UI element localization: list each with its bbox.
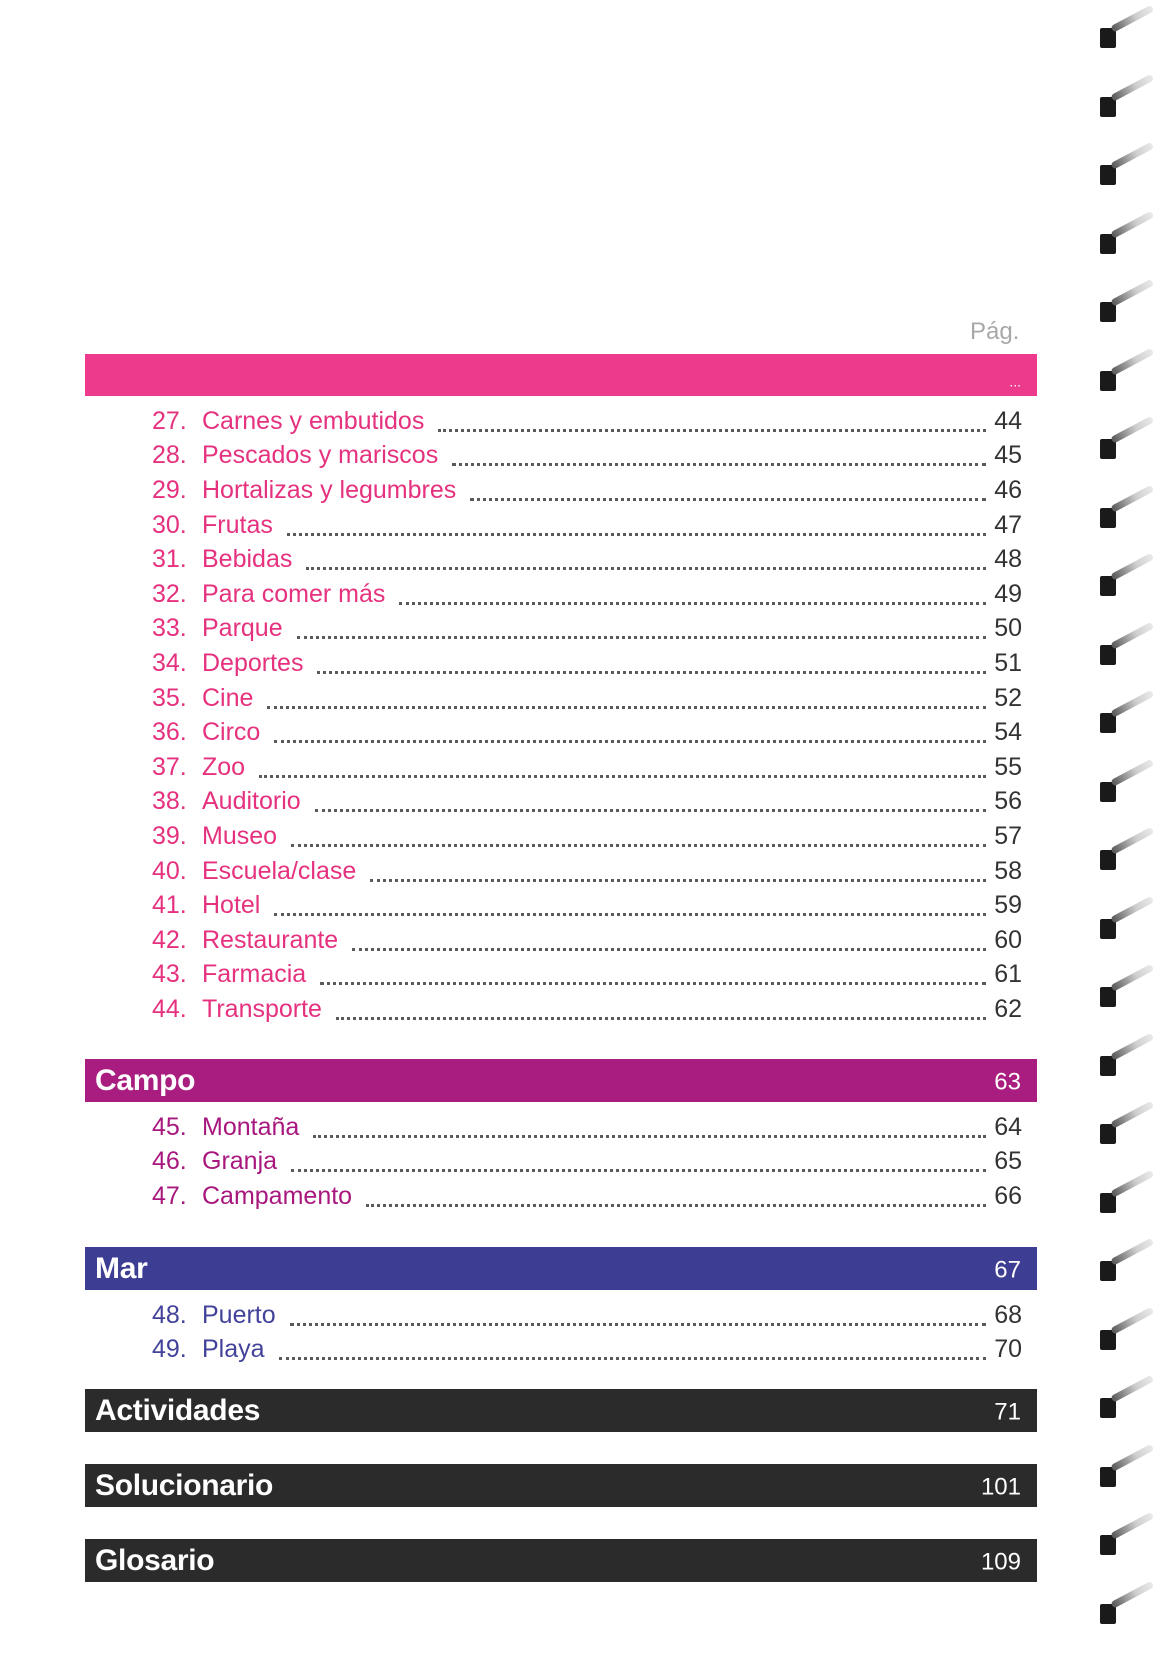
entry-number: 36.: [152, 718, 187, 747]
coil-wire: [1110, 621, 1154, 649]
entry-title: Parque: [202, 614, 283, 643]
dot-leader: [259, 775, 986, 778]
toc-entry: [152, 750, 1022, 785]
entry-number: 40.: [152, 856, 187, 885]
toc-entry: [152, 542, 1022, 577]
toc-entry: [152, 646, 1022, 681]
coil-wire: [1110, 553, 1154, 581]
entry-title: Bebidas: [202, 545, 293, 574]
spiral-coil: [1100, 1114, 1160, 1150]
dot-leader: [452, 463, 986, 466]
entry-page: 54: [994, 718, 1022, 747]
entry-page: 48: [994, 545, 1022, 574]
coil-wire: [1110, 279, 1154, 307]
entry-page: 44: [994, 406, 1022, 435]
entry-title: Transporte: [202, 994, 322, 1023]
dot-leader: [306, 567, 986, 570]
coil-wire: [1110, 484, 1154, 512]
section-bar-glosario: [85, 1539, 1037, 1582]
spiral-coil: [1100, 977, 1160, 1013]
coil-wire: [1110, 758, 1154, 786]
toc-entry: [152, 508, 1022, 543]
toc-entry: [152, 819, 1022, 854]
entry-title: Farmacia: [202, 960, 307, 989]
entry-number: 43.: [152, 960, 187, 989]
spiral-coil: [1100, 498, 1160, 534]
spiral-coil: [1100, 772, 1160, 808]
coil-wire: [1110, 690, 1154, 718]
spiral-coil: [1100, 1320, 1160, 1356]
entry-page: 55: [994, 752, 1022, 781]
entry-page: 57: [994, 821, 1022, 850]
toc-entry: [152, 404, 1022, 439]
coil-wire: [1110, 347, 1154, 375]
entry-number: 49.: [152, 1335, 187, 1364]
entry-title: Montaña: [202, 1112, 300, 1141]
dot-leader: [297, 636, 986, 639]
coil-wire: [1110, 1032, 1154, 1060]
entry-title: Auditorio: [202, 787, 301, 816]
entry-number: 35.: [152, 683, 187, 712]
section-bar-campo: [85, 1059, 1037, 1102]
dot-leader: [399, 602, 986, 605]
entry-number: 41.: [152, 891, 187, 920]
coil-wire: [1110, 1101, 1154, 1129]
entries-campo: [152, 1110, 1022, 1214]
entry-title: Museo: [202, 821, 278, 850]
section-page-glosario: 109: [980, 1547, 1021, 1575]
section-title-actividades: Actividades: [95, 1393, 261, 1427]
dot-leader: [274, 740, 986, 743]
spiral-coil: [1100, 635, 1160, 671]
toc-entry: [152, 577, 1022, 612]
toc-entry: [152, 854, 1022, 889]
entry-page: 58: [994, 856, 1022, 885]
entry-number: 29.: [152, 475, 187, 504]
toc-entry: [152, 715, 1022, 750]
entry-page: 47: [994, 510, 1022, 539]
section-title-mar: Mar: [95, 1251, 148, 1285]
entry-page: 65: [994, 1147, 1022, 1176]
entry-title: Cine: [202, 683, 254, 712]
section-bar-actividades: [85, 1389, 1037, 1432]
dot-leader: [320, 982, 986, 985]
entry-title: Granja: [202, 1147, 278, 1176]
section-page-actividades: 71: [994, 1397, 1021, 1425]
toc-entry: [152, 888, 1022, 923]
entry-title: Restaurante: [202, 925, 339, 954]
spiral-coil: [1100, 909, 1160, 945]
coil-wire: [1110, 895, 1154, 923]
entry-page: 62: [994, 994, 1022, 1023]
entry-title: Zoo: [202, 752, 246, 781]
coil-wire: [1110, 827, 1154, 855]
entry-title: Escuela/clase: [202, 856, 357, 885]
entry-title: Hotel: [202, 891, 261, 920]
entries-city: [152, 404, 1022, 1027]
dot-leader: [366, 1204, 986, 1207]
entry-number: 46.: [152, 1147, 187, 1176]
spiral-coil: [1100, 703, 1160, 739]
dot-leader: [438, 429, 986, 432]
entry-title: Deportes: [202, 648, 304, 677]
section-page-solucionario: 101: [980, 1472, 1021, 1500]
coil-wire: [1110, 1306, 1154, 1334]
coil-wire: [1110, 1580, 1154, 1608]
entry-page: 66: [994, 1181, 1022, 1210]
entry-number: 34.: [152, 648, 187, 677]
section-title-solucionario: Solucionario: [95, 1468, 274, 1502]
dot-leader: [267, 706, 986, 709]
toc-entry: [152, 923, 1022, 958]
section-bar-solucionario: [85, 1464, 1037, 1507]
spiral-binding: [1100, 0, 1160, 1655]
dot-leader: [470, 498, 986, 501]
section-page-campo: 63: [994, 1067, 1021, 1095]
toc-entry: [152, 1179, 1022, 1214]
page-column-label: Pág.: [970, 318, 1020, 345]
spiral-coil: [1100, 155, 1160, 191]
coil-wire: [1110, 416, 1154, 444]
entry-title: Para comer más: [202, 579, 386, 608]
entry-number: 47.: [152, 1181, 187, 1210]
toc-entry: [152, 958, 1022, 993]
dot-leader: [317, 671, 986, 674]
entry-number: 37.: [152, 752, 187, 781]
spiral-coil: [1100, 1457, 1160, 1493]
toc-entry: [152, 1145, 1022, 1180]
entry-page: 49: [994, 579, 1022, 608]
entry-number: 28.: [152, 441, 187, 470]
entry-page: 68: [994, 1300, 1022, 1329]
entry-number: 44.: [152, 994, 187, 1023]
entry-page: 51: [994, 648, 1022, 677]
dot-leader: [291, 1169, 986, 1172]
dot-leader: [370, 879, 986, 882]
spiral-coil: [1100, 429, 1160, 465]
coil-wire: [1110, 73, 1154, 101]
entry-title: Pescados y mariscos: [202, 441, 439, 470]
section-bar-mar: [85, 1247, 1037, 1290]
spiral-coil: [1100, 840, 1160, 876]
spiral-coil: [1100, 87, 1160, 123]
coil-wire: [1110, 964, 1154, 992]
spiral-coil: [1100, 18, 1160, 54]
spiral-coil: [1100, 1594, 1160, 1630]
spiral-coil: [1100, 1251, 1160, 1287]
entry-number: 45.: [152, 1112, 187, 1141]
entry-title: Frutas: [202, 510, 273, 539]
entry-number: 38.: [152, 787, 187, 816]
entry-page: 46: [994, 475, 1022, 504]
toc-entry: [152, 1298, 1022, 1333]
entry-page: 59: [994, 891, 1022, 920]
section-title-glosario: Glosario: [95, 1543, 215, 1577]
dot-leader: [290, 1323, 986, 1326]
spiral-coil: [1100, 1525, 1160, 1561]
entries-mar: [152, 1298, 1022, 1367]
dot-leader: [352, 948, 986, 951]
toc-entry: [152, 681, 1022, 716]
entry-page: 60: [994, 925, 1022, 954]
entry-title: Playa: [202, 1335, 265, 1364]
dot-leader: [315, 809, 986, 812]
spiral-coil: [1100, 566, 1160, 602]
dot-leader: [274, 913, 986, 916]
entry-page: 64: [994, 1112, 1022, 1141]
section-page-mar: 67: [994, 1255, 1021, 1283]
toc-entry: [152, 473, 1022, 508]
entry-title: Carnes y embutidos: [202, 406, 425, 435]
dot-leader: [287, 533, 986, 536]
toc-entry: [152, 439, 1022, 474]
section-title-campo: Campo: [95, 1063, 196, 1097]
coil-wire: [1110, 142, 1154, 170]
toc-entry: [152, 612, 1022, 647]
entry-page: 70: [994, 1335, 1022, 1364]
entry-page: 56: [994, 787, 1022, 816]
entry-title: Hortalizas y legumbres: [202, 475, 457, 504]
entry-page: 52: [994, 683, 1022, 712]
entry-page: 50: [994, 614, 1022, 643]
entry-title: Campamento: [202, 1181, 353, 1210]
coil-wire: [1110, 1443, 1154, 1471]
spiral-coil: [1100, 1388, 1160, 1424]
toc-entry: [152, 992, 1022, 1027]
spiral-coil: [1100, 1183, 1160, 1219]
spiral-coil: [1100, 224, 1160, 260]
coil-wire: [1110, 1375, 1154, 1403]
spiral-coil: [1100, 361, 1160, 397]
coil-wire: [1110, 210, 1154, 238]
entry-page: 45: [994, 441, 1022, 470]
entry-number: 33.: [152, 614, 187, 643]
entry-page: 61: [994, 960, 1022, 989]
spiral-coil: [1100, 1046, 1160, 1082]
section-bar-city: [85, 354, 1037, 396]
toc-entry: [152, 785, 1022, 820]
dot-leader: [279, 1357, 986, 1360]
entry-number: 27.: [152, 406, 187, 435]
entry-number: 30.: [152, 510, 187, 539]
coil-wire: [1110, 1169, 1154, 1197]
entry-number: 32.: [152, 579, 187, 608]
toc-entry: [152, 1110, 1022, 1145]
dot-leader: [291, 844, 986, 847]
entry-number: 42.: [152, 925, 187, 954]
entry-title: Puerto: [202, 1300, 276, 1329]
entry-number: 48.: [152, 1300, 187, 1329]
coil-wire: [1110, 5, 1154, 33]
coil-wire: [1110, 1512, 1154, 1540]
dot-leader: [313, 1135, 986, 1138]
toc-entry: [152, 1333, 1022, 1368]
entry-number: 39.: [152, 821, 187, 850]
entry-number: 31.: [152, 545, 187, 574]
dot-leader: [336, 1017, 986, 1020]
spiral-coil: [1100, 292, 1160, 328]
entry-title: Circo: [202, 718, 261, 747]
coil-wire: [1110, 1238, 1154, 1266]
section-page: ...: [1009, 373, 1021, 390]
